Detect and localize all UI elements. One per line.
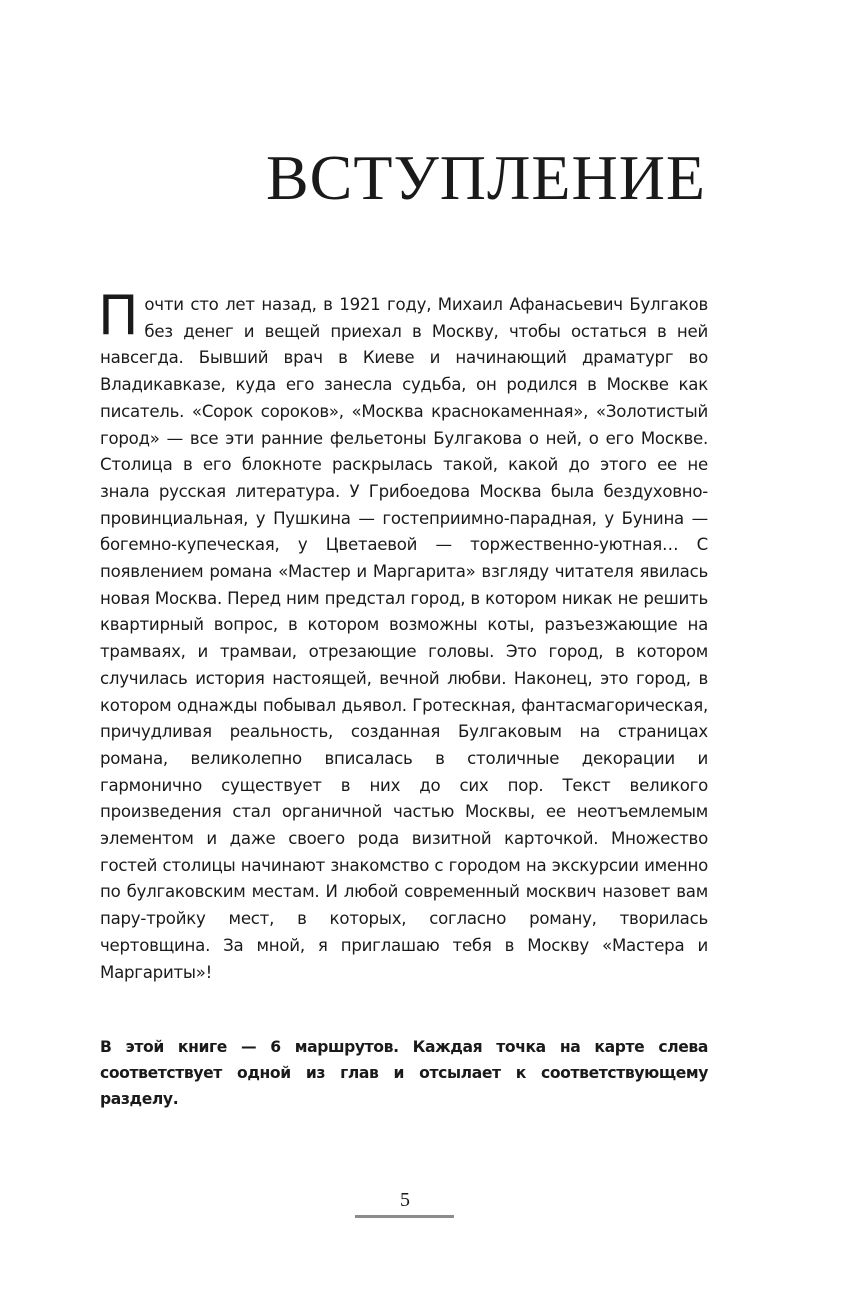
intro-paragraph xyxy=(98,284,708,986)
intro-text: очти сто лет назад, в 1921 году, Михаил Афанасьевич Булгаков без денег и вещей приехал в Москву, чтобы остаться в ней навсегда. Бывший врач в Киеве и начинающий драматург во Владикавказе, куда его занесла судьба, он родился в Москве как писатель. «Сорок сороков», «Москва краснокаменная», «Золотистый город» — все эти ранние фельетоны Булгакова о ней, о его Москве. Столица в его блокноте раскрылась такой, какой до этого ее не знала русская литература. У Грибоедова Москва была бездуховно-провинциальная, у Пушкина — гостеприимно-парадная, у Бунина — богемно-купеческая, у Цветаевой — торжественно-уютная… С появлением романа «Мастер и Маргарита» взгляду читателя явилась новая Москва. Перед ним предстал город, в котором никак не решить квартирный вопрос, в котором возможны коты, разъезжающие на трамваях, и трамваи, отрезающие головы. Это город, в котором случилась история настоящей, вечной любви. Наконец, это город, в котором однажды побывал дьявол. Гротескная, фантасмагорическая, причудливая реальность, созданная Булгаковым на страницах романа, великолепно вписалась в столичные декорации и гармонично существует в них до сих пор. Текст великого произведения стал органичной частью Москвы, ее неотъемлемым элементом и даже своего рода визитной карточкой. Множество гостей столицы начинают знакомство с городом на экскурсии именно по булгаковским местам. И любой современный москвич назовет вам пару-тройку мест, в которых, согласно роману, творилась чертовщина. За мной, я приглашаю тебя в Москву «Мастера и Маргариты»! xyxy=(100,295,708,982)
drop-cap: П xyxy=(98,284,139,347)
page-number: 5 xyxy=(400,1189,410,1211)
routes-note: В этой книге — 6 маршрутов. Каждая точка на карте слева соответствует одной из глав и отсылает к соответствующему разделу. xyxy=(100,1038,708,1108)
page-number-rule xyxy=(355,1215,454,1218)
page-title: ВСТУПЛЕНИЕ xyxy=(265,142,706,213)
